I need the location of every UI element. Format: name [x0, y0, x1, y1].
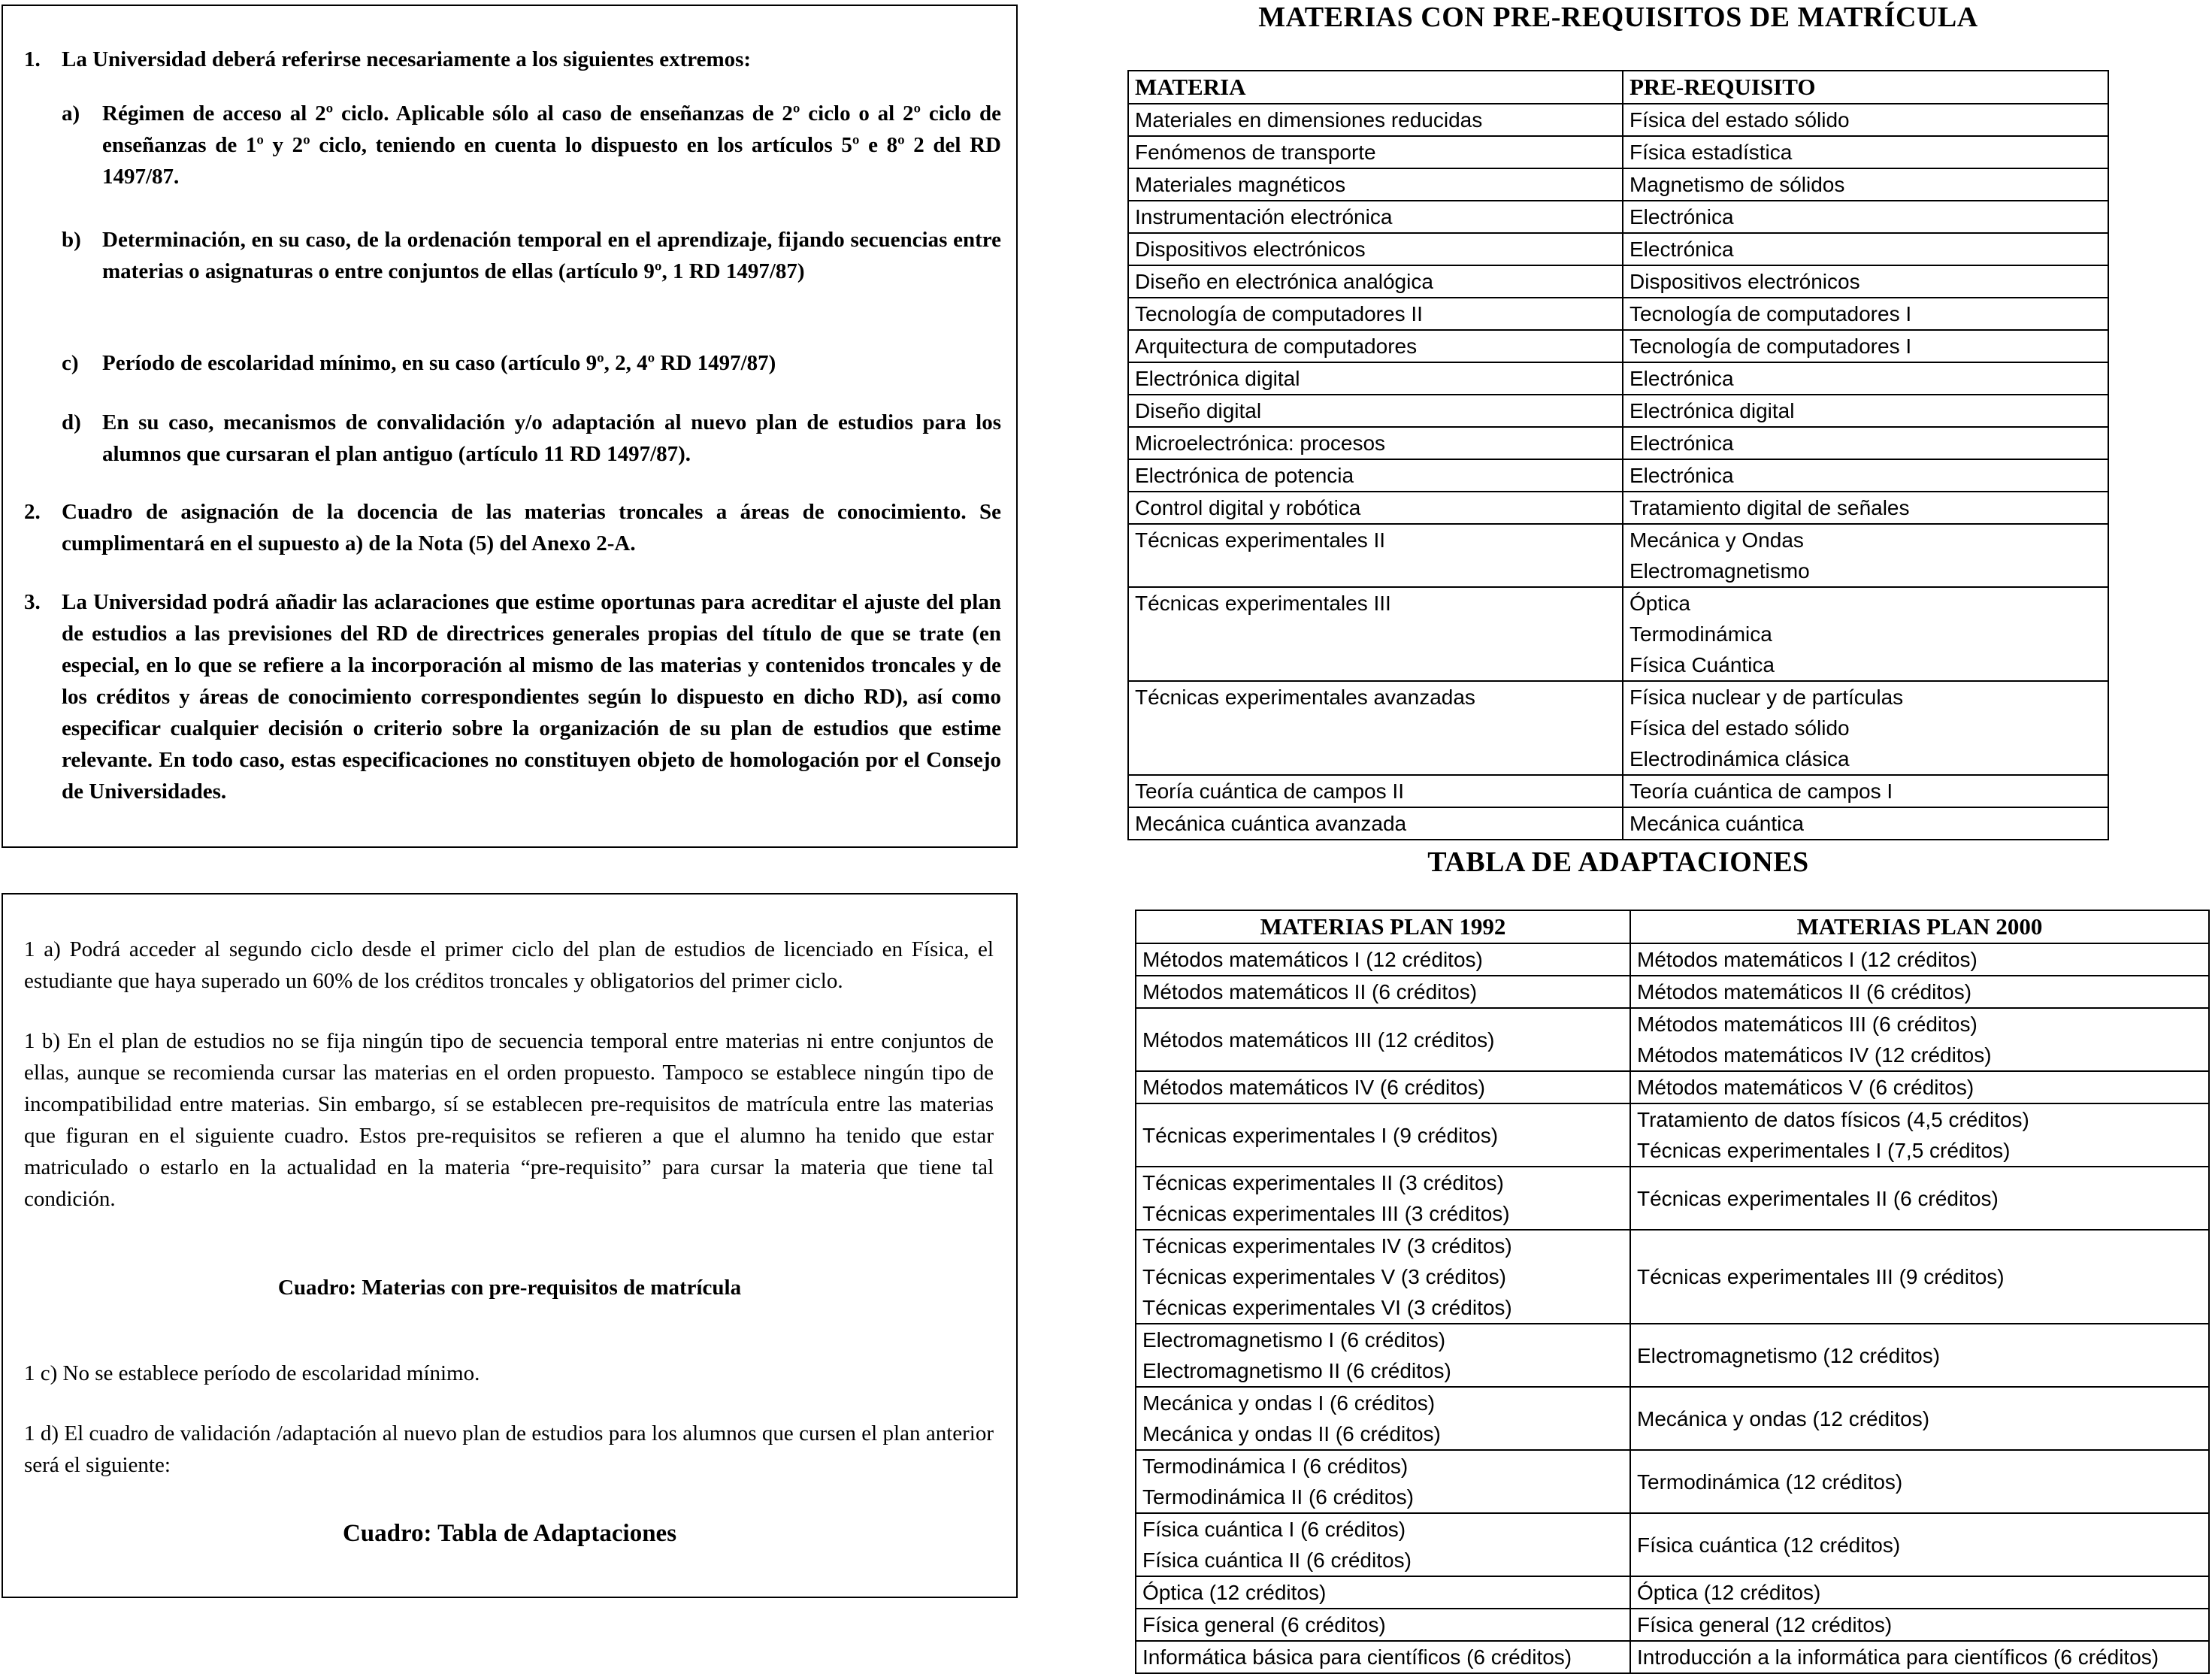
plan-1992-cell [1136, 1641, 1630, 1673]
plan-1992-line: Métodos matemáticos III (12 créditos) [1142, 1028, 1495, 1052]
note-text: Período de escolaridad mínimo, en su caso (artículo 9º, 2, 4º RD 1497/87) [102, 351, 776, 375]
plan-2000-line: Métodos matemáticos III (6 créditos) [1637, 1013, 1977, 1036]
note-text: Determinación, en su caso, de la ordenación temporal en el aprendizaje, fijando secuencias entre materias o asignaturas o entre conjuntos de ellas (artículo 9º, 1 RD 1497/87) [102, 228, 1001, 283]
prerequisito-cell [1623, 233, 2108, 265]
instructions-box [2, 5, 1018, 848]
plan-1992-cell [1136, 1387, 1630, 1450]
note-number: 3. [24, 590, 41, 614]
materia-cell: Instrumentación electrónica [1128, 201, 1623, 233]
materia-cell: Diseño digital [1128, 395, 1623, 427]
plan-1992-line: Técnicas experimentales V (3 créditos) [1142, 1265, 1506, 1288]
materia-cell: Materiales magnéticos [1128, 168, 1623, 201]
table-row [1128, 168, 2108, 201]
prereq-table [1127, 70, 2109, 840]
adapt-title: TABLA DE ADAPTACIONES [1427, 846, 1809, 878]
prerequisito-line: Física estadística [1629, 141, 1793, 164]
prereq-table-body [1128, 104, 2108, 840]
prerequisito-line: Electrodinámica clásica [1629, 747, 1850, 770]
prerequisito-line: Tratamiento digital de señales [1629, 496, 1910, 519]
prerequisito-line: Tecnología de computadores I [1629, 302, 1912, 325]
prerequisito-line: Electrónica digital [1629, 399, 1795, 422]
column-header: MATERIA [1128, 71, 1623, 104]
note-1d [24, 407, 1001, 470]
table-row [1136, 1513, 2209, 1576]
prerequisito-cell [1623, 298, 2108, 330]
note-text: Régimen de acceso al 2º ciclo. Aplicable sólo al caso de enseñanzas de 2º ciclo o al 2º ciclo de enseñanzas de 1º y 2º ciclo, teniendo en cuenta lo dispuesto en los artículos 5º e 8º 2 del RD 1497/87. [102, 101, 1001, 189]
prerequisito-line: Electromagnetismo [1629, 559, 1810, 583]
prerequisito-line: Magnetismo de sólidos [1629, 173, 1845, 196]
prerequisito-line: Electrónica [1629, 238, 1734, 261]
prerequisito-line: Física del estado sólido [1629, 716, 1850, 740]
table-header-row [1136, 910, 2209, 943]
plan-1992-cell [1136, 943, 1630, 976]
prerequisito-cell [1623, 587, 2108, 681]
prerequisito-line: Óptica [1629, 592, 1690, 615]
plan-2000-line: Métodos matemáticos V (6 créditos) [1637, 1076, 1974, 1099]
table-row [1136, 1008, 2209, 1071]
table-row [1128, 330, 2108, 362]
note-number: 1. [24, 47, 41, 71]
plan-2000-cell [1630, 1103, 2209, 1167]
plan-1992-line: Termodinámica I (6 créditos) [1142, 1455, 1409, 1478]
adapt-table-body [1136, 943, 2209, 1673]
table-row [1128, 681, 2108, 775]
plan-1992-line: Técnicas experimentales VI (3 créditos) [1142, 1296, 1512, 1319]
note-2 [24, 496, 1001, 559]
prerequisito-cell [1623, 492, 2108, 524]
plan-1992-cell [1136, 1167, 1630, 1230]
prerequisito-cell [1623, 201, 2108, 233]
table-header-row [1128, 71, 2108, 104]
materia-cell: Teoría cuántica de campos II [1128, 775, 1623, 807]
plan-1992-line: Técnicas experimentales IV (3 créditos) [1142, 1234, 1512, 1258]
plan-1992-cell [1136, 1513, 1630, 1576]
prerequisito-cell [1623, 681, 2108, 775]
caption-adaptations: Cuadro: Tabla de Adaptaciones [342, 1520, 677, 1547]
table-row [1128, 459, 2108, 492]
table-row [1136, 976, 2209, 1008]
note-number: 2. [24, 500, 41, 524]
table-row [1136, 1387, 2209, 1450]
prerequisito-cell [1623, 395, 2108, 427]
prerequisito-line: Dispositivos electrónicos [1629, 270, 1860, 293]
prerequisito-cell [1623, 330, 2108, 362]
plan-2000-cell [1630, 1387, 2209, 1450]
prerequisito-cell [1623, 427, 2108, 459]
plan-1992-line: Termodinámica II (6 créditos) [1142, 1485, 1415, 1509]
plan-1992-line: Física general (6 créditos) [1142, 1613, 1386, 1636]
plan-1992-cell [1136, 1324, 1630, 1387]
table-row [1128, 265, 2108, 298]
materia-cell: Mecánica cuántica avanzada [1128, 807, 1623, 840]
answer-1a: 1 a) Podrá acceder al segundo ciclo desde el primer ciclo del plan de estudios de licenciado en Física, el estudiante que haya superado un 60% de los créditos troncales y obligatorios del primer ciclo. [24, 937, 994, 993]
plan-1992-cell [1136, 1071, 1630, 1103]
plan-1992-line: Mecánica y ondas I (6 créditos) [1142, 1391, 1436, 1415]
prerequisito-cell [1623, 807, 2108, 840]
materia-cell: Técnicas experimentales II [1128, 524, 1623, 587]
materia-cell: Dispositivos electrónicos [1128, 233, 1623, 265]
plan-1992-cell [1136, 1103, 1630, 1167]
table-row [1136, 1450, 2209, 1513]
plan-2000-cell [1630, 1641, 2209, 1673]
materia-cell: Técnicas experimentales avanzadas [1128, 681, 1623, 775]
note-number: a) [62, 101, 80, 126]
prerequisito-line: Termodinámica [1629, 622, 1772, 646]
prerequisito-line: Mecánica cuántica [1629, 812, 1804, 835]
prerequisito-cell [1623, 362, 2108, 395]
plan-1992-line: Electromagnetismo I (6 créditos) [1142, 1328, 1446, 1352]
prerequisito-cell [1623, 524, 2108, 587]
prerequisito-line: Mecánica y Ondas [1629, 528, 1804, 552]
note-number: b) [62, 228, 81, 252]
table-row [1128, 201, 2108, 233]
materia-cell: Fenómenos de transporte [1128, 136, 1623, 168]
plan-2000-line: Métodos matemáticos IV (12 créditos) [1637, 1043, 1992, 1067]
table-row [1136, 1641, 2209, 1673]
plan-1992-line: Métodos matemáticos II (6 créditos) [1142, 980, 1478, 1003]
table-row [1128, 587, 2108, 681]
table-row [1136, 943, 2209, 976]
note-1 [24, 44, 1001, 75]
plan-1992-line: Técnicas experimentales I (9 créditos) [1142, 1123, 1499, 1147]
plan-1992-line: Óptica (12 créditos) [1142, 1581, 1327, 1604]
note-text: La Universidad deberá referirse necesariamente a los siguientes extremos: [62, 47, 752, 71]
materia-cell: Técnicas experimentales III [1128, 587, 1623, 681]
plan-2000-cell [1630, 1576, 2209, 1609]
table-row [1136, 1230, 2209, 1324]
plan-2000-cell [1630, 1450, 2209, 1513]
plan-1992-cell [1136, 1008, 1630, 1071]
materia-cell: Tecnología de computadores II [1128, 298, 1623, 330]
materia-cell: Electrónica de potencia [1128, 459, 1623, 492]
plan-1992-line: Física cuántica II (6 créditos) [1142, 1548, 1412, 1572]
plan-2000-cell [1630, 943, 2209, 976]
column-header: MATERIAS PLAN 2000 [1630, 910, 2209, 943]
materia-cell: Control digital y robótica [1128, 492, 1623, 524]
materia-cell: Arquitectura de computadores [1128, 330, 1623, 362]
note-3 [24, 586, 1001, 807]
prerequisito-cell [1623, 168, 2108, 201]
prerequisito-cell [1623, 136, 2108, 168]
plan-1992-cell [1136, 1576, 1630, 1609]
plan-1992-cell [1136, 1450, 1630, 1513]
prerequisito-cell [1623, 459, 2108, 492]
plan-2000-cell [1630, 1071, 2209, 1103]
plan-1992-line: Mecánica y ondas II (6 créditos) [1142, 1422, 1441, 1445]
plan-2000-line: Técnicas experimentales II (6 créditos) [1637, 1186, 1999, 1210]
materia-cell: Microelectrónica: procesos [1128, 427, 1623, 459]
plan-1992-cell [1136, 976, 1630, 1008]
plan-2000-line: Mecánica y ondas (12 créditos) [1637, 1406, 1930, 1430]
table-row [1128, 233, 2108, 265]
plan-1992-line: Física cuántica I (6 créditos) [1142, 1518, 1406, 1541]
plan-1992-line: Técnicas experimentales II (3 créditos) [1142, 1171, 1504, 1194]
plan-2000-cell [1630, 976, 2209, 1008]
table-row [1128, 298, 2108, 330]
answer-1d: 1 d) El cuadro de validación /adaptación al nuevo plan de estudios para los alumnos que cursen el plan anterior será el siguiente: [24, 1421, 994, 1477]
plan-1992-cell [1136, 1230, 1630, 1324]
note-text: En su caso, mecanismos de convalidación y/o adaptación al nuevo plan de estudios para los alumnos que cursaran el plan antiguo (artículo 11 RD 1497/87). [102, 410, 1001, 466]
plan-2000-cell [1630, 1513, 2209, 1576]
table-row [1136, 1103, 2209, 1167]
plan-2000-cell [1630, 1609, 2209, 1641]
caption-prerequisites: Cuadro: Materias con pre-requisitos de matrícula [277, 1276, 742, 1300]
materia-cell: Materiales en dimensiones reducidas [1128, 104, 1623, 136]
prerequisito-cell [1623, 104, 2108, 136]
plan-2000-cell [1630, 1008, 2209, 1071]
plan-2000-line: Electromagnetismo (12 créditos) [1637, 1343, 1941, 1367]
table-row [1128, 492, 2108, 524]
note-1b [24, 224, 1001, 287]
note-number: c) [62, 351, 79, 375]
plan-2000-line: Métodos matemáticos II (6 créditos) [1637, 980, 1972, 1003]
table-row [1136, 1609, 2209, 1641]
prerequisito-line: Tecnología de computadores I [1629, 334, 1912, 358]
materia-cell: Electrónica digital [1128, 362, 1623, 395]
adapt-table [1135, 910, 2210, 1674]
note-text: La Universidad podrá añadir las aclaraciones que estime oportunas para acreditar el ajuste del plan de estudios a las previsiones del RD de directrices generales propias del título de que se trate (en especial, en lo que se refiere a la incorporación al mismo de las materias y contenidos troncales y de los créditos y áreas de conocimiento correspondientes según lo dispuesto en dicho RD), así como especificar cualquier decisión o criterio sobre la organización de su plan de estudios que estime relevante. En todo caso, estas especificaciones no constituyen objeto de homologación por el Consejo de Universidades. [62, 590, 1001, 804]
answers-box [2, 893, 1018, 1598]
note-text: Cuadro de asignación de la docencia de las materias troncales a áreas de conocimiento. Se cumplimentará en el supuesto a) de la Nota (5) del Anexo 2-A. [62, 500, 1001, 555]
table-row [1128, 807, 2108, 840]
column-header: PRE-REQUISITO [1623, 71, 2108, 104]
plan-2000-cell [1630, 1324, 2209, 1387]
prerequisito-line: Electrónica [1629, 464, 1734, 487]
answer-1c: 1 c) No se establece período de escolaridad mínimo. [24, 1361, 480, 1385]
plan-2000-line: Óptica (12 créditos) [1637, 1581, 1821, 1604]
table-row [1136, 1167, 2209, 1230]
plan-2000-line: Tratamiento de datos físicos (4,5 créditos) [1637, 1108, 2029, 1131]
prerequisito-line: Física Cuántica [1629, 653, 1775, 677]
table-row [1128, 136, 2108, 168]
plan-2000-line: Técnicas experimentales III (9 créditos) [1637, 1265, 2005, 1288]
note-1c [24, 347, 1001, 379]
plan-1992-line: Electromagnetismo II (6 créditos) [1142, 1359, 1451, 1382]
plan-1992-cell [1136, 1609, 1630, 1641]
table-row [1128, 395, 2108, 427]
prerequisito-cell [1623, 265, 2108, 298]
prerequisito-line: Electrónica [1629, 431, 1734, 455]
table-row [1128, 104, 2108, 136]
table-row [1136, 1576, 2209, 1609]
plan-2000-cell [1630, 1230, 2209, 1324]
table-row [1128, 524, 2108, 587]
prerequisito-line: Física nuclear y de partículas [1629, 686, 1904, 709]
plan-2000-line: Termodinámica (12 créditos) [1637, 1470, 1903, 1494]
plan-2000-line: Técnicas experimentales I (7,5 créditos) [1637, 1139, 2011, 1162]
prerequisito-cell [1623, 775, 2108, 807]
plan-1992-line: Técnicas experimentales III (3 créditos) [1142, 1202, 1510, 1225]
table-row [1128, 775, 2108, 807]
materia-cell: Diseño en electrónica analógica [1128, 265, 1623, 298]
plan-2000-cell [1630, 1167, 2209, 1230]
note-number: d) [62, 410, 81, 434]
table-row [1136, 1324, 2209, 1387]
plan-2000-line: Física general (12 créditos) [1637, 1613, 1893, 1636]
prerequisito-line: Física del estado sólido [1629, 108, 1850, 132]
plan-2000-line: Física cuántica (12 créditos) [1637, 1533, 1901, 1557]
answer-1b: 1 b) En el plan de estudios no se fija ningún tipo de secuencia temporal entre materias ni entre conjuntos de ellas, aunque se recomienda cursar las materias en el orden propuesto. Tampoco se establece ningún tipo de incompatibilidad entre materias. Sin embargo, sí se establecen pre-requisitos de matrícula entre las materias que figuran en el siguiente cuadro. Estos pre-requisitos se refieren a que el alumno ha tenido que estar matriculado o estarlo en la actualidad en la materia “pre-requisito” para cursar la materia que tiene tal condición. [24, 1029, 994, 1211]
plan-2000-line: Introducción a la informática para científicos (6 créditos) [1637, 1645, 2159, 1669]
plan-1992-line: Métodos matemáticos I (12 créditos) [1142, 948, 1483, 971]
plan-1992-line: Métodos matemáticos IV (6 créditos) [1142, 1076, 1485, 1099]
table-row [1136, 1071, 2209, 1103]
prerequisito-line: Teoría cuántica de campos I [1629, 779, 1893, 803]
prereq-title: MATERIAS CON PRE-REQUISITOS DE MATRÍCULA [1258, 2, 1978, 33]
column-header: MATERIAS PLAN 1992 [1136, 910, 1630, 943]
prerequisito-line: Electrónica [1629, 205, 1734, 229]
note-1a [24, 98, 1001, 192]
plan-2000-line: Métodos matemáticos I (12 créditos) [1637, 948, 1977, 971]
plan-1992-line: Informática básica para científicos (6 créditos) [1142, 1645, 1572, 1669]
prerequisito-line: Electrónica [1629, 367, 1734, 390]
table-row [1128, 427, 2108, 459]
table-row [1128, 362, 2108, 395]
